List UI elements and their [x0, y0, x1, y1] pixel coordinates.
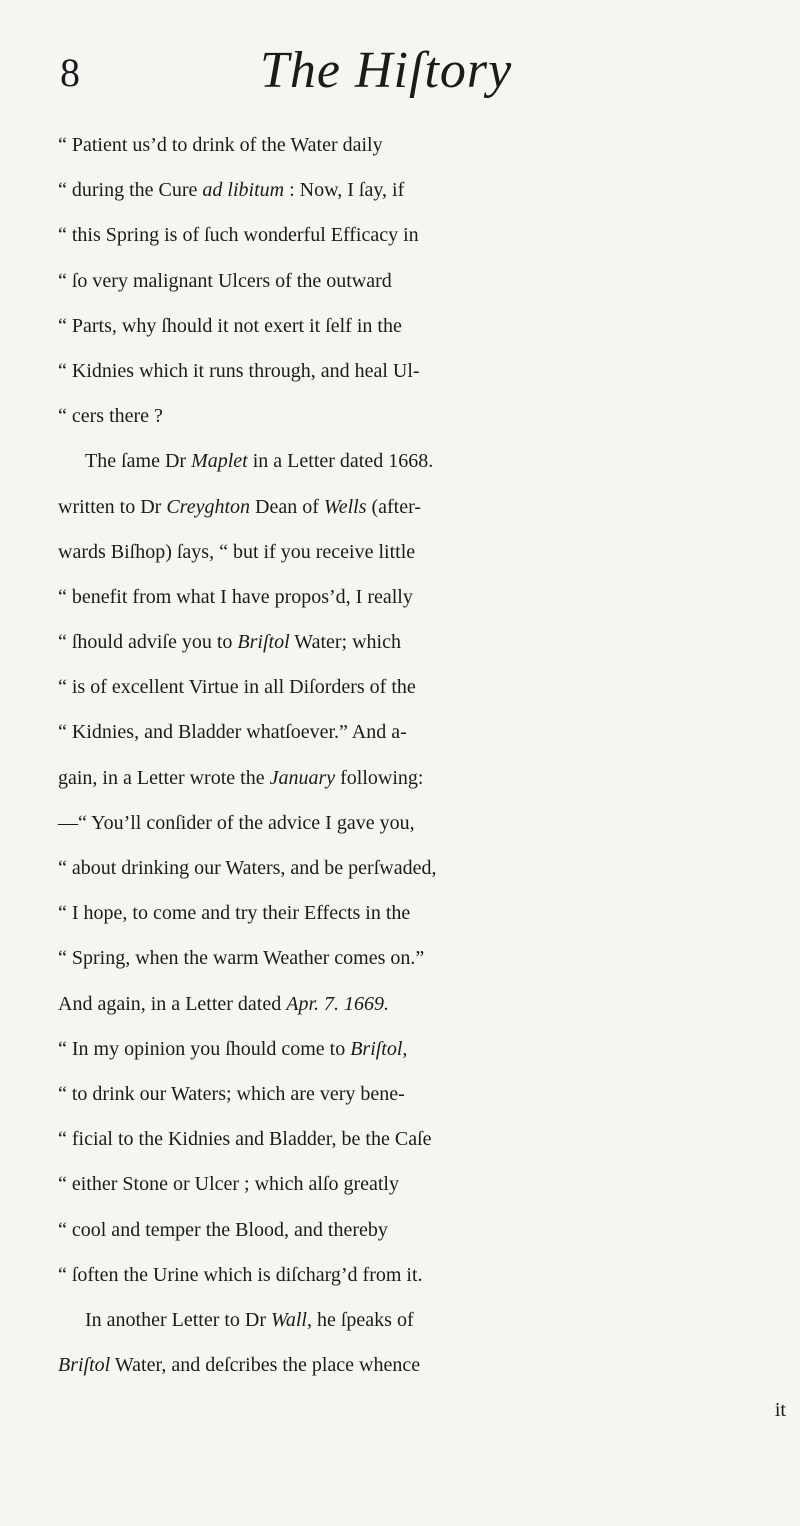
italic-text: Briſtol [58, 1354, 111, 1377]
roman-text: —“ You’ll conſider of the advice I gave you, [58, 811, 415, 834]
text-line [58, 710, 798, 755]
running-title: The Hiſtory [260, 42, 513, 99]
roman-text: “ ſoften the Urine which is diſcharg’d from it. [58, 1263, 423, 1286]
italic-text: Maplet [191, 450, 248, 473]
roman-text: “ I hope, to come and try their Effects in the [58, 902, 411, 925]
page-number: 8 [60, 50, 80, 95]
text-line [58, 891, 798, 936]
text-line [58, 801, 798, 846]
roman-text: “ to drink our Waters; which are very bene- [58, 1082, 405, 1105]
text-line [58, 1072, 798, 1117]
text-line [58, 485, 798, 530]
roman-text: “ Parts, why ſhould it not exert it ſelf in the [58, 314, 402, 337]
text-line [58, 259, 798, 304]
text-line [58, 349, 798, 394]
roman-text: Dean of [250, 495, 324, 518]
roman-text: written to Dr [58, 495, 167, 518]
text-line [58, 1343, 798, 1388]
italic-text: January [269, 766, 336, 789]
roman-text: “ ficial to the Kidnies and Bladder, be the Caſe [58, 1128, 432, 1151]
roman-text: “ Patient us’d to drink of the Water daily [58, 134, 383, 156]
italic-text: Briſtol, [350, 1037, 408, 1060]
roman-text: : Now, I ſay, if [284, 179, 405, 202]
text-line [58, 1117, 798, 1162]
text-line [58, 439, 798, 484]
roman-text: “ this Spring is of ſuch wonderful Efficacy in [58, 224, 419, 247]
body-text [58, 123, 798, 1433]
text-line [58, 1208, 798, 1253]
roman-text: “ benefit from what I have propos’d, I really [58, 585, 413, 608]
roman-text: “ cers there ? [58, 405, 163, 428]
text-line [58, 575, 798, 620]
roman-text: “ ſhould adviſe you to [58, 631, 238, 654]
italic-text: Briſtol [237, 631, 290, 654]
text-line [58, 394, 798, 439]
roman-text: “ during the Cure [58, 179, 203, 202]
roman-text: “ In my opinion you ſhould come to [58, 1037, 351, 1060]
italic-text: Apr. 7. 1669. [286, 992, 390, 1015]
italic-text: Wells [323, 495, 367, 518]
text-line [58, 304, 798, 349]
text-line [58, 123, 798, 168]
text-line [58, 1162, 798, 1207]
roman-text: “ ſo very malignant Ulcers of the outward [58, 269, 392, 292]
italic-text: Wall [271, 1308, 307, 1331]
roman-text: in a Letter dated 1668. [247, 450, 434, 473]
roman-text: “ is of excellent Virtue in all Diſorders of the [58, 676, 416, 699]
text-line [58, 620, 798, 665]
text-line [58, 168, 798, 213]
roman-text: (after- [366, 495, 422, 518]
roman-text: “ about drinking our Waters, and be perſwaded, [58, 857, 437, 879]
roman-text: following: [335, 766, 424, 789]
text-line [58, 1298, 798, 1343]
roman-text: Water, and deſcribes the place whence [110, 1354, 421, 1377]
text-line [58, 846, 798, 891]
text-line [58, 1027, 798, 1072]
roman-text: “ Kidnies which it runs through, and heal Ul- [58, 359, 420, 382]
running-head [60, 40, 790, 110]
roman-text: Water; which [289, 631, 401, 654]
roman-text: “ either Stone or Ulcer ; which alſo greatly [58, 1173, 399, 1196]
roman-text: And again, in a Letter dated [58, 992, 287, 1015]
catchword: it [774, 1399, 786, 1422]
text-line [58, 756, 798, 801]
text-line [58, 982, 798, 1027]
roman-text: , he ſpeaks of [306, 1308, 414, 1331]
roman-text: gain, in a Letter wrote the [58, 766, 270, 789]
italic-text: Creyghton [166, 495, 251, 518]
roman-text: The ſame Dr [85, 450, 192, 473]
roman-text: In another Letter to Dr [85, 1308, 272, 1331]
roman-text: “ cool and temper the Blood, and thereby [58, 1218, 388, 1241]
italic-text: ad libitum [202, 179, 285, 202]
roman-text: “ Kidnies, and Bladder whatſoever.” And a- [58, 721, 407, 744]
text-line [58, 1253, 798, 1298]
text-line [58, 530, 798, 575]
text-line [58, 936, 798, 981]
text-line [58, 665, 798, 710]
roman-text: wards Biſhop) ſays, “ but if you receive little [58, 540, 416, 563]
text-line [58, 213, 798, 258]
roman-text: “ Spring, when the warm Weather comes on.” [58, 947, 425, 970]
